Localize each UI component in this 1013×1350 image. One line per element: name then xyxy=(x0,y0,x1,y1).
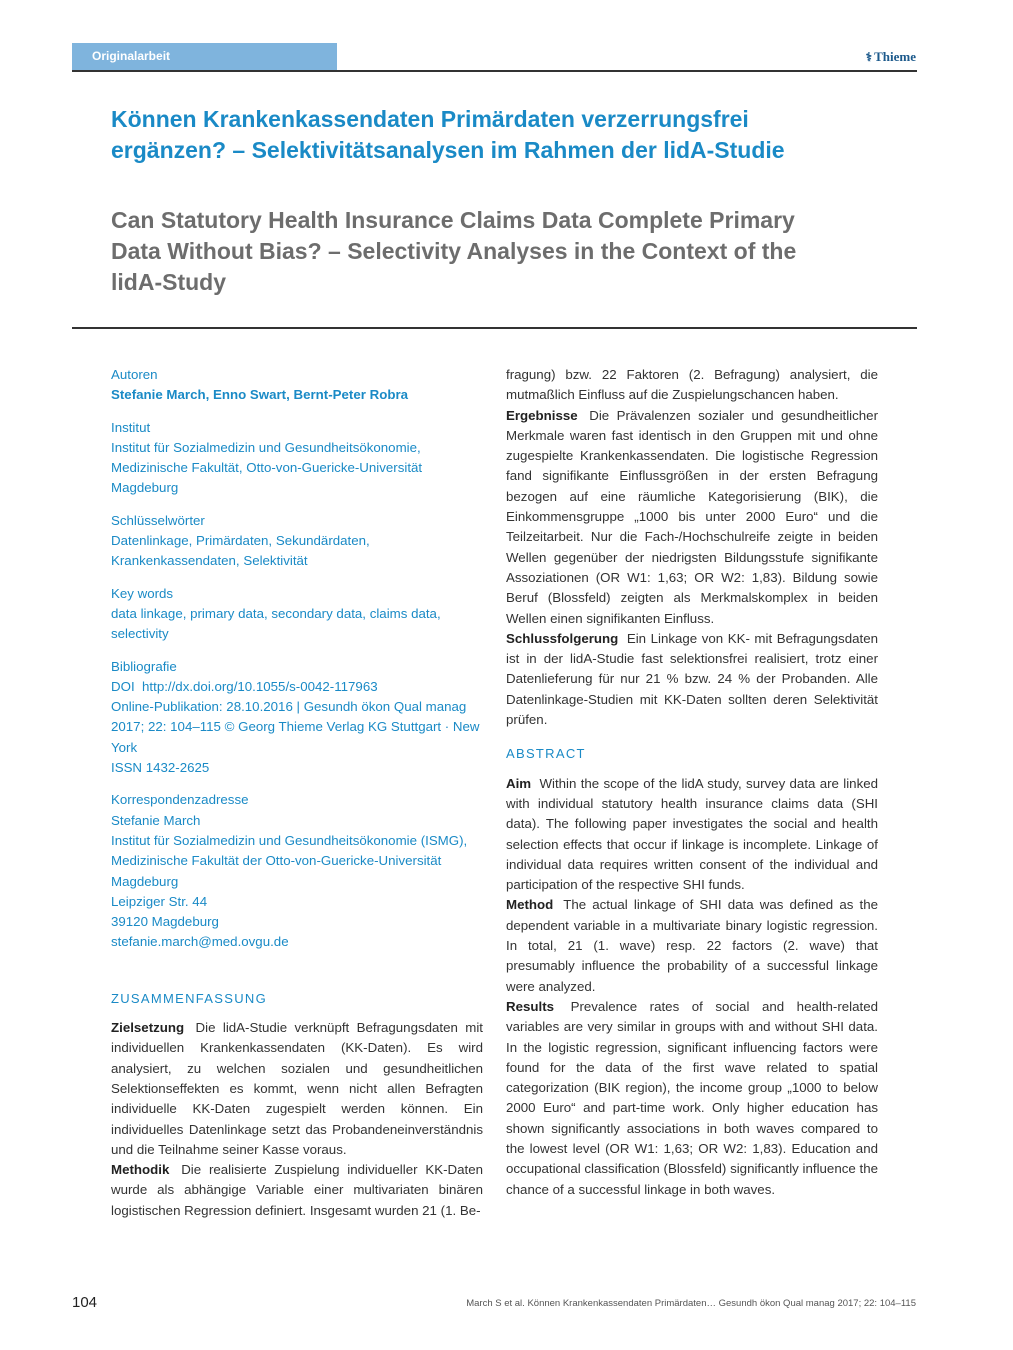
institute-line: Magdeburg xyxy=(111,480,179,496)
methodik-paragraph xyxy=(111,1160,483,1221)
authors-block xyxy=(111,365,483,406)
correspondence-line: 39120 Magdeburg xyxy=(111,914,219,930)
method-text: The actual linkage of SHI data was defined as the dependent variable in a multivariate binary logistic regression. In total, 21 (1. wave) resp. 22 factors (2. wave) that presumably influence the probability of a successful linkage were analyzed. xyxy=(506,897,878,994)
schlussfolgerung-text: Ein Linkage von KK- mit Befragungsdaten ist in der lidA-Studie fast selektionsfrei realisiert, trotz einer Datenlieferung für nur 21 % bzw. 24 % der Probanden. Alle Datenlinkage-Studien mit KK-Daten sollten deren Selektivität prüfen. xyxy=(506,630,878,728)
methodik-continued: fragung) bzw. 22 Faktoren (2. Befragung) analysiert, die mutmaßlich Einfluss auf die Zuspielungschancen haben. xyxy=(506,367,878,403)
bibliography-label: Bibliografie xyxy=(111,658,177,674)
institute-line: Institut für Sozialmedizin und Gesundheitsökonomie, xyxy=(111,439,421,455)
left-column xyxy=(111,365,483,1221)
zielsetzung-paragraph xyxy=(111,1018,483,1160)
correspondence-line: Institut für Sozialmedizin und Gesundheitsökonomie (ISMG), xyxy=(111,832,468,848)
ergebnisse-paragraph xyxy=(506,406,878,629)
title-rule xyxy=(72,327,917,329)
publisher-name: Thieme xyxy=(874,49,916,64)
method-paragraph xyxy=(506,895,878,996)
doi-link[interactable]: http://dx.doi.org/10.1055/s-0042-117963 xyxy=(142,678,378,694)
keywords-en-block xyxy=(111,584,483,645)
doi-label: DOI xyxy=(111,678,135,694)
publisher-logo xyxy=(866,49,916,65)
method-label: Method xyxy=(506,897,554,913)
institute-label: Institut xyxy=(111,419,151,435)
institute-line: Medizinische Fakultät, Otto-von-Guericke-Universität xyxy=(111,460,423,476)
schlussfolgerung-paragraph xyxy=(506,629,878,730)
abstract-heading: ABSTRACT xyxy=(506,746,586,762)
zielsetzung-label: Zielsetzung xyxy=(111,1020,185,1036)
aim-paragraph xyxy=(506,774,878,896)
section-tag: Originalarbeit xyxy=(72,43,337,70)
correspondence-line: Medizinische Fakultät der Otto-von-Guericke-Universität xyxy=(111,853,442,869)
keywords-en-label: Key words xyxy=(111,585,174,601)
footer-citation: March S et al. Können Krankenkassendaten Primärdaten… Gesundh ökon Qual manag 2017; 22: 104–115 xyxy=(466,1298,916,1309)
aim-text: Within the scope of the lidA study, survey data are linked with individual statutory health insurance claims data (SHI data). The following paper investigates the social and health selection effects that occur if linkage is incomplete. Linkage of individual data requires written consent of the individual and participation of the respective SHI funds. xyxy=(506,775,879,893)
results-label: Results xyxy=(506,998,555,1014)
results-text: Prevalence rates of social and health-related variables are very similar in groups with and without SHI data. In the logistic regression, significant influencing factors were found for the data of the first wave related to spatial categorization (BIK region), the income group „1000 to below 2000 Euro“ and part-time work. Only higher education has shown significantly associations in both waves compared to the lowest level (OR W1: 1,63; OR W2: 1,83). Education and occupational classification (Blossfeld) significantly influence the chance of a successful linkage in both waves. xyxy=(506,998,878,1197)
right-column xyxy=(506,365,878,1200)
correspondence-email[interactable]: stefanie.march@med.ovgu.de xyxy=(111,934,289,950)
institute-block xyxy=(111,418,483,499)
title-english: Can Statutory Health Insurance Claims Data Complete Primary Data Without Bias? – Selectivity Analyses in the Context of the lidA-Study xyxy=(111,207,797,295)
methodik-label: Methodik xyxy=(111,1162,170,1178)
methodik-text: Die realisierte Zuspielung individueller KK-Daten wurde als abhängige Variable einer multivariaten binären logistischen Regression definiert. Insgesamt wurden 21 (1. Be- xyxy=(111,1162,483,1218)
keywords-de-label: Schlüsselwörter xyxy=(111,512,205,528)
thieme-logo-icon: ⚕ xyxy=(865,50,873,64)
zielsetzung-text: Die lidA-Studie verknüpft Befragungsdaten mit individuellen Krankenkassendaten (KK-Daten). Es wird analysiert, zu welchen sozialen und gesundheitlichen Selektionseffekten es kommt, wenn nicht allen Befragten individuelle KK-Daten zugespielt werden können. Ein individuelles Datenlinkage setzt das Probandeneinverständnis und die Teilnahme seiner Kasse voraus. xyxy=(111,1020,483,1157)
doi-line xyxy=(111,677,483,697)
aim-label: Aim xyxy=(506,775,532,791)
correspondence-line: Leipziger Str. 44 xyxy=(111,893,208,909)
ergebnisse-label: Ergebnisse xyxy=(506,407,578,423)
keywords-en: data linkage, primary data, secondary data, claims data, selectivity xyxy=(111,605,441,642)
authors-list: Stefanie March, Enno Swart, Bernt-Peter Robra xyxy=(111,387,409,403)
correspondence-line: Magdeburg xyxy=(111,873,179,889)
header-rule xyxy=(72,70,917,72)
publication-info: Online-Publikation: 28.10.2016 | Gesundh ökon Qual manag 2017; 22: 104–115 © Georg Thieme Verlag KG Stuttgart · New York xyxy=(111,699,480,755)
results-paragraph xyxy=(506,997,878,1200)
correspondence-label: Korrespondenzadresse xyxy=(111,792,249,808)
page-number: 104 xyxy=(72,1294,98,1311)
correspondence-block xyxy=(111,790,483,952)
keywords-de-block xyxy=(111,511,483,572)
bibliography-block xyxy=(111,657,483,779)
correspondence-line: Stefanie March xyxy=(111,812,201,828)
title-german: Können Krankenkassendaten Primärdaten verzerrungsfrei ergänzen? – Selektivitätsanalysen im Rahmen der lidA-Studie xyxy=(111,106,785,163)
schlussfolgerung-label: Schlussfolgerung xyxy=(506,630,619,646)
zusammenfassung-heading: ZUSAMMENFASSUNG xyxy=(111,990,268,1006)
issn: ISSN 1432-2625 xyxy=(111,760,210,776)
keywords-de: Datenlinkage, Primärdaten, Sekundärdaten, Krankenkassendaten, Selektivität xyxy=(111,533,370,569)
authors-label: Autoren xyxy=(111,367,158,382)
ergebnisse-text: Die Prävalenzen sozialer und gesundheitlicher Merkmale waren fast identisch in den Gruppen mit und ohne zugespielte Krankenkassendaten. Die logistische Regression fand signifikante Einflussgrößen in der ersten Befragung bezogen auf eine räumliche Kategorisierung (BIK), die Einkommensgruppe „1000 bis unter 2000 Euro“ und die Teilzeitarbeit. Nur die Fach-/Hochschulreife zeigte in beiden Wellen gegenüber der niedrigsten Bildungsstufe signifikante Assoziationen (OR W1: 1,63; OR W2: 1,83). Bildung sowie Beruf (Blossfeld) zeigten als Merkmalskomplex in beiden Wellen einen signifikanten Einfluss. xyxy=(506,407,878,626)
